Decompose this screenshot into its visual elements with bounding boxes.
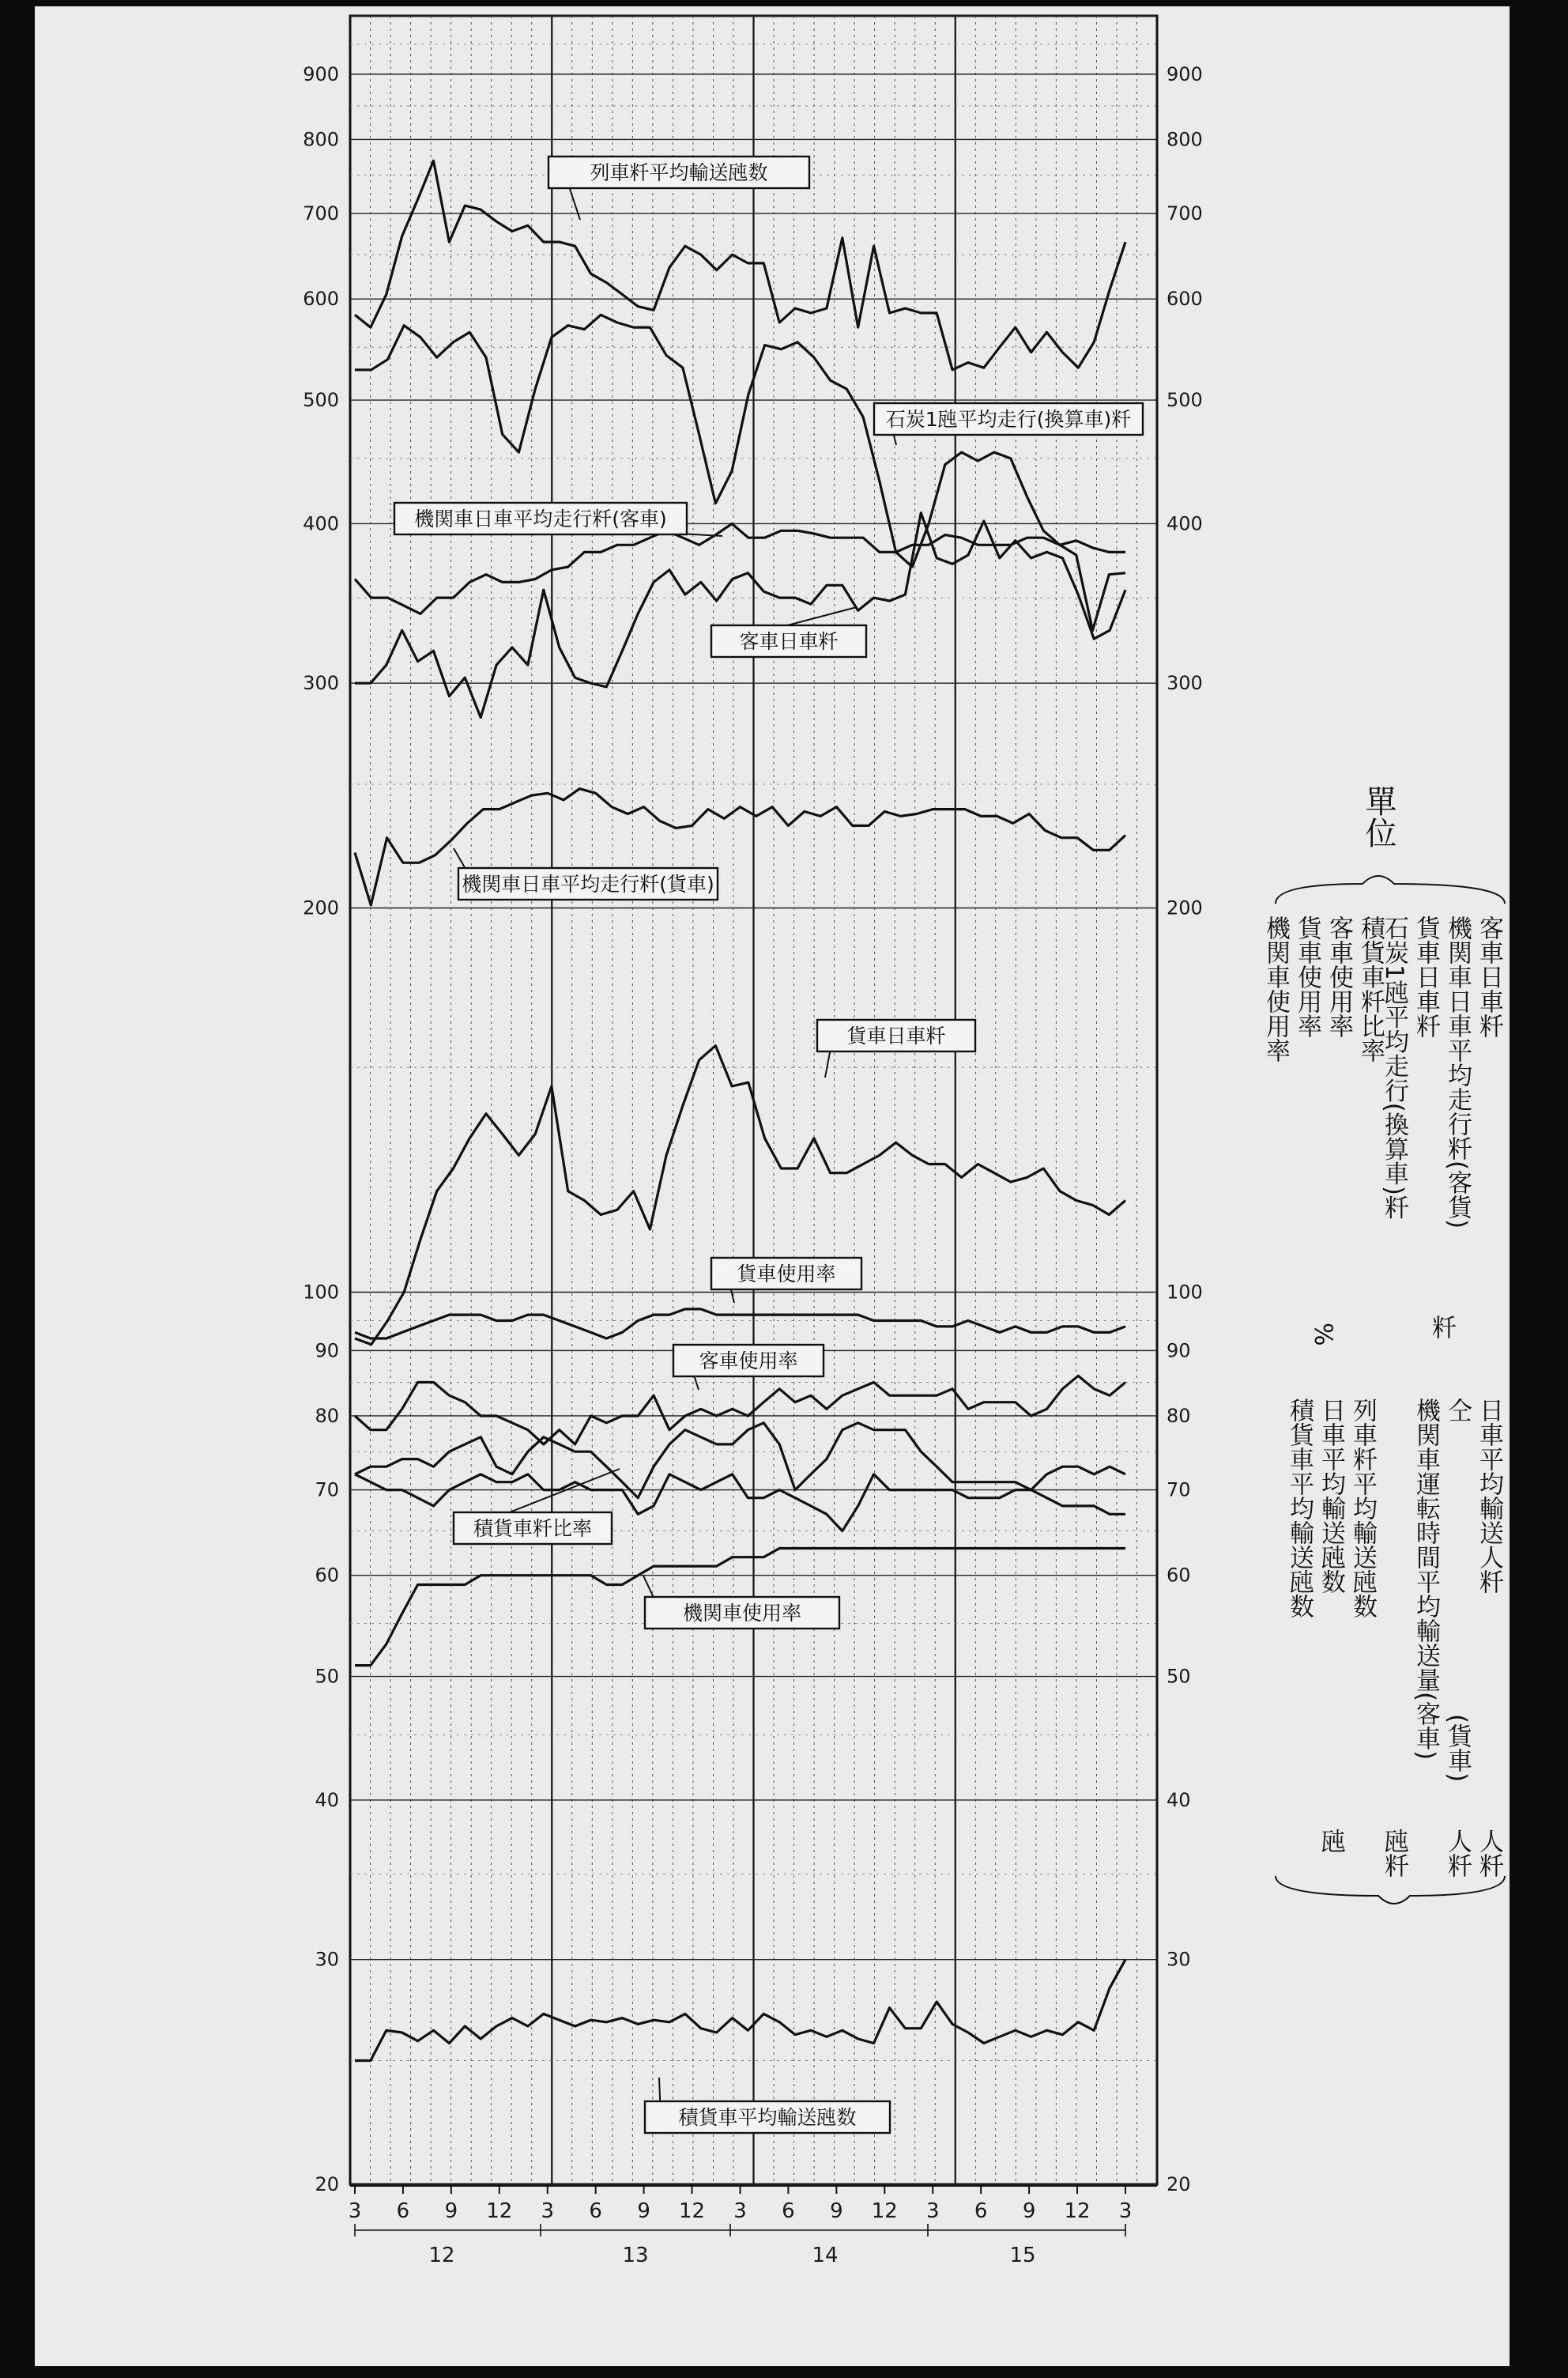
y-tick-right: 90 bbox=[1167, 1339, 1191, 1362]
series-lines bbox=[355, 160, 1125, 2060]
series-label-text: 客車使用率 bbox=[699, 1349, 798, 1372]
series-label-text: 機関車使用率 bbox=[682, 1602, 802, 1625]
y-tick-right: 70 bbox=[1167, 1478, 1191, 1501]
units-group1-item: 貨車日車粁 bbox=[1412, 915, 1440, 1038]
units-group2-item: 積貨車粁比率 bbox=[1356, 915, 1385, 1063]
units-group3-unit: 瓲 bbox=[1317, 1829, 1345, 1853]
series-label-box bbox=[394, 503, 722, 536]
series-label-text: 列車粁平均輸送瓲数 bbox=[590, 161, 768, 184]
series-label-box bbox=[673, 1345, 824, 1390]
x-tick-month: 12 bbox=[486, 2199, 513, 2223]
y-tick-left: 100 bbox=[303, 1281, 339, 1304]
units-group2-unit: % bbox=[1309, 1323, 1337, 1346]
y-tick-left: 700 bbox=[303, 202, 339, 225]
x-tick-month: 3 bbox=[348, 2199, 362, 2223]
y-tick-left: 300 bbox=[303, 672, 339, 695]
series-line bbox=[355, 160, 1125, 370]
y-tick-right: 400 bbox=[1167, 512, 1203, 535]
units-brace-bottom bbox=[1276, 1876, 1505, 1904]
units-group2-item: 貨車使用率 bbox=[1293, 915, 1321, 1038]
series-line bbox=[355, 524, 1125, 614]
y-tick-right: 40 bbox=[1167, 1788, 1191, 1811]
units-group1-item: 客車日車粁 bbox=[1475, 915, 1503, 1038]
units-group3-item: 日車平均輸送瓲数 bbox=[1317, 1398, 1345, 1594]
units-group1-unit: 粁 bbox=[1427, 1315, 1456, 1339]
y-tick-left: 70 bbox=[315, 1478, 339, 1501]
y-tick-left: 20 bbox=[315, 2173, 339, 2195]
units-group2-item: 機関車使用率 bbox=[1261, 915, 1290, 1063]
series-label-box bbox=[454, 1469, 620, 1544]
y-tick-left: 60 bbox=[315, 1564, 339, 1587]
y-tick-left: 90 bbox=[315, 1339, 339, 1362]
y-tick-right: 500 bbox=[1167, 389, 1203, 412]
series-label-text: 客車日車粁 bbox=[739, 630, 839, 653]
units-group1-item: 機関車日車平均走行粁(客貨) bbox=[1443, 915, 1472, 1229]
series-line bbox=[355, 1376, 1125, 1444]
series-label-box bbox=[711, 607, 866, 657]
x-tick-month: 3 bbox=[1118, 2199, 1133, 2223]
x-tick-year: 13 bbox=[622, 2244, 649, 2267]
x-tick-year: 14 bbox=[812, 2244, 839, 2267]
x-tick-month: 9 bbox=[444, 2199, 458, 2223]
y-tick-left: 80 bbox=[315, 1404, 339, 1427]
chart-page bbox=[35, 6, 1510, 2366]
x-tick-month: 12 bbox=[871, 2199, 898, 2223]
series-label-box bbox=[645, 2078, 890, 2133]
line-chart bbox=[35, 6, 1510, 2366]
series-label-text: 石炭1瓲平均走行(換算車)粁 bbox=[885, 408, 1132, 431]
x-tick-month: 9 bbox=[637, 2199, 650, 2223]
y-tick-right: 800 bbox=[1167, 128, 1203, 151]
series-label-box bbox=[643, 1576, 839, 1629]
series-label-text: 積貨車平均輸送瓲数 bbox=[678, 2106, 857, 2129]
x-tick-month: 12 bbox=[1064, 2199, 1091, 2223]
series-label-box bbox=[711, 1258, 861, 1303]
y-tick-left: 600 bbox=[303, 288, 339, 311]
x-tick-month: 3 bbox=[733, 2199, 747, 2223]
y-tick-right: 600 bbox=[1167, 288, 1203, 311]
x-tick-month: 6 bbox=[396, 2199, 410, 2223]
units-group3-unit: 人粁 bbox=[1475, 1829, 1503, 1878]
y-tick-right: 900 bbox=[1167, 62, 1203, 85]
units-group3-item: (貨車) bbox=[1443, 1714, 1472, 1783]
y-tick-left: 900 bbox=[303, 62, 339, 85]
series-label-text: 積貨車粁比率 bbox=[473, 1517, 593, 1540]
series-label-text: 機関車日車平均走行粁(客車) bbox=[414, 508, 667, 530]
x-tick-month: 3 bbox=[541, 2199, 555, 2223]
x-tick-year: 15 bbox=[1009, 2244, 1036, 2267]
series-line bbox=[355, 1046, 1125, 1345]
y-tick-right: 30 bbox=[1167, 1948, 1191, 1971]
y-tick-left: 200 bbox=[303, 896, 339, 919]
y-tick-left: 50 bbox=[315, 1665, 339, 1688]
series-label-text: 機関車日車平均走行粁(貨車) bbox=[462, 873, 714, 896]
series-label-text: 貨車使用率 bbox=[737, 1263, 836, 1285]
units-group3-item: 機関車運転時間平均輸送量(客車) bbox=[1412, 1398, 1440, 1761]
series-label-box bbox=[874, 403, 1143, 445]
x-tick-month: 6 bbox=[974, 2199, 988, 2223]
y-tick-left: 400 bbox=[303, 512, 339, 535]
y-tick-left: 40 bbox=[315, 1788, 339, 1811]
x-tick-month: 12 bbox=[679, 2199, 706, 2223]
units-panel bbox=[1261, 785, 1505, 1904]
y-tick-left: 800 bbox=[303, 128, 339, 151]
y-tick-right: 80 bbox=[1167, 1404, 1191, 1427]
units-title: 單位 bbox=[1360, 785, 1396, 848]
series-label-box bbox=[454, 848, 718, 900]
y-tick-right: 50 bbox=[1167, 1665, 1191, 1688]
units-group3-item: 日車平均輸送人粁 bbox=[1475, 1398, 1503, 1594]
x-tick-month: 9 bbox=[830, 2199, 843, 2223]
series-label-text: 貨車日車粁 bbox=[846, 1025, 946, 1047]
x-tick-month: 6 bbox=[782, 2199, 795, 2223]
y-tick-left: 500 bbox=[303, 389, 339, 412]
y-tick-right: 700 bbox=[1167, 202, 1203, 225]
units-brace-top bbox=[1276, 876, 1505, 904]
x-tick-month: 3 bbox=[925, 2199, 940, 2223]
series-line bbox=[355, 1309, 1125, 1338]
x-tick-month: 9 bbox=[1022, 2199, 1036, 2223]
units-group3-item: 積貨車平均輸送瓲数 bbox=[1285, 1398, 1314, 1618]
series-label-box bbox=[817, 1020, 975, 1078]
x-tick-year: 12 bbox=[428, 2244, 455, 2267]
y-tick-right: 200 bbox=[1167, 896, 1203, 919]
y-tick-right: 20 bbox=[1167, 2173, 1191, 2195]
units-group3-unit: 瓲粁 bbox=[1380, 1829, 1408, 1878]
y-tick-right: 60 bbox=[1167, 1564, 1191, 1587]
units-group1-item: 石炭1瓲平均走行(換算車)粁 bbox=[1380, 915, 1408, 1220]
series-line bbox=[355, 1960, 1125, 2061]
series-label-box bbox=[548, 157, 809, 220]
series-line bbox=[355, 513, 1125, 718]
units-group2-item: 客車使用率 bbox=[1325, 915, 1353, 1038]
units-group3-item: 列車粁平均輸送瓲数 bbox=[1348, 1398, 1377, 1618]
y-tick-left: 30 bbox=[315, 1948, 339, 1971]
x-tick-month: 6 bbox=[589, 2199, 602, 2223]
y-tick-right: 300 bbox=[1167, 672, 1203, 695]
units-group3-item: 仝 bbox=[1443, 1398, 1472, 1422]
y-tick-right: 100 bbox=[1167, 1281, 1203, 1304]
units-group3-unit: 人粁 bbox=[1443, 1829, 1472, 1878]
